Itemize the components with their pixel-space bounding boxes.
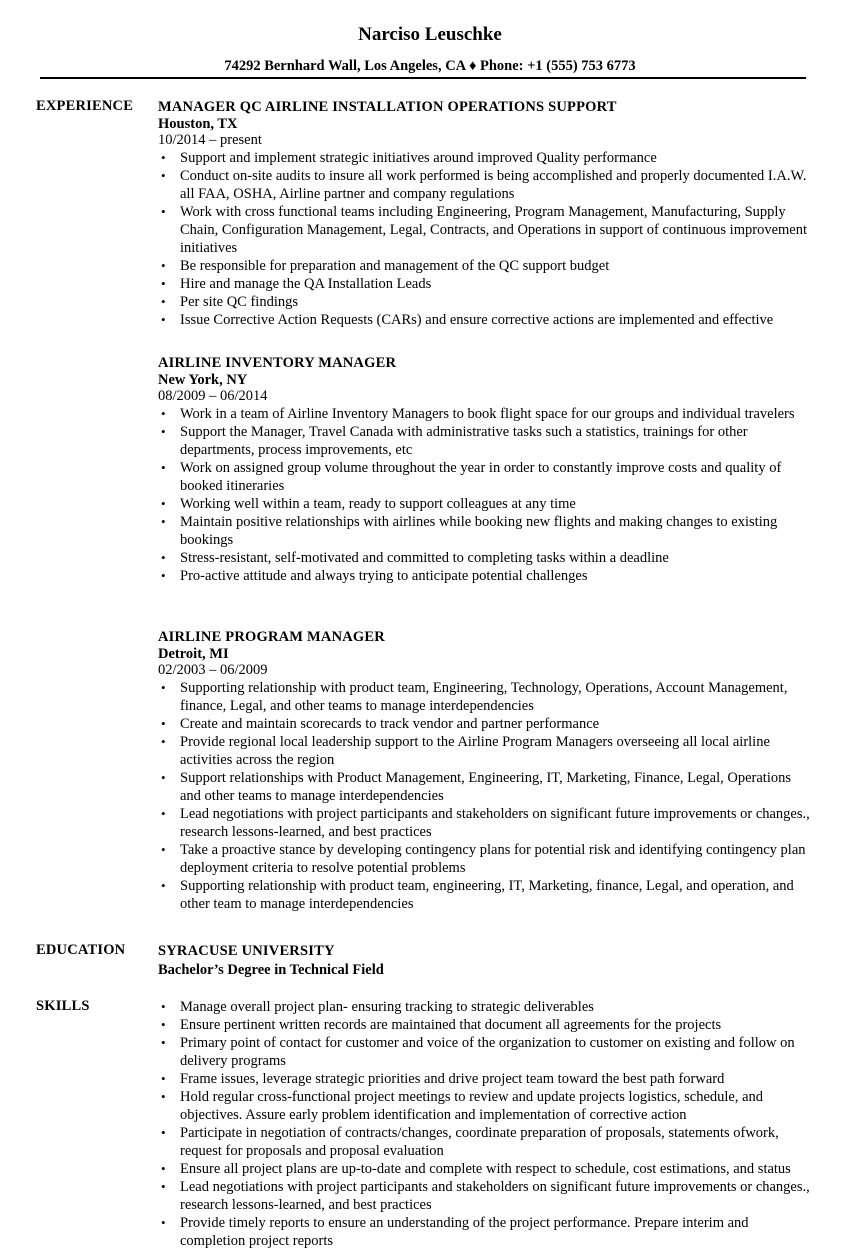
job-title: AIRLINE INVENTORY MANAGER [158, 355, 397, 371]
job-bullets [158, 405, 812, 585]
job-dates: 02/2003 – 06/2009 [158, 662, 268, 678]
job-dates: 10/2014 – present [158, 132, 262, 148]
experience-body [158, 628, 812, 933]
bullet-item: • Hire and manage the QA Installation Leads [158, 275, 812, 293]
job-title: AIRLINE PROGRAM MANAGER [158, 629, 385, 645]
skills-body [158, 998, 812, 1250]
bullet-item: • Work on assigned group volume throughout the year in order to constantly improve costs and quality of booked itineraries [158, 459, 812, 495]
bullet-item: • Working well within a team, ready to support colleagues at any time [158, 495, 812, 513]
bullet-item: • Primary point of contact for customer and voice of the organization to customer on existing and follow on delivery programs [158, 1034, 812, 1070]
bullet-item: • Supporting relationship with product team, engineering, IT, Marketing, finance, Legal, and operation, and other team to manage interdependencies [158, 877, 812, 913]
bullet-item: • Participate in negotiation of contracts/changes, coordinate preparation of proposals, statements ofwork, request for proposals and proposal evaluation [158, 1124, 812, 1160]
job-location: Houston, TX [158, 116, 238, 132]
bullet-item: • Be responsible for preparation and management of the QC support budget [158, 257, 812, 275]
section-label-experience: EXPERIENCE [36, 98, 134, 114]
bullet-item: • Support and implement strategic initiatives around improved Quality performance [158, 149, 812, 167]
degree: Bachelor’s Degree in Technical Field [158, 962, 384, 978]
bullet-item: • Supporting relationship with product team, Engineering, Technology, Operations, Account Management, finance, Legal, and other teams to manage interdependencies [158, 679, 812, 715]
section-label-education: EDUCATION [36, 942, 126, 958]
school-name: SYRACUSE UNIVERSITY [158, 943, 335, 959]
bullet-item: • Conduct on-site audits to insure all work performed is being accomplished and properly documented I.A.W. all FAA, OSHA, Airline partner and company regulations [158, 167, 812, 203]
skills-bullets [158, 998, 812, 1250]
bullet-item: • Lead negotiations with project participants and stakeholders on significant future improvements or changes., research lessons-learned, and best practices [158, 1178, 812, 1214]
job-location: Detroit, MI [158, 646, 229, 662]
job-bullets [158, 679, 812, 913]
bullet-item: • Frame issues, leverage strategic priorities and drive project team toward the best path forward [158, 1070, 812, 1088]
bullet-item: • Manage overall project plan- ensuring tracking to strategic deliverables [158, 998, 812, 1016]
bullet-item: • Support relationships with Product Management, Engineering, IT, Marketing, Finance, Legal, Operations and other teams to manage interdependencies [158, 769, 812, 805]
experience-body [158, 98, 812, 349]
bullet-item: • Hold regular cross-functional project meetings to review and update projects logistics, schedule, and objectives. Assure early problem identification and implementation of corrective action [158, 1088, 812, 1124]
bullet-item: • Work in a team of Airline Inventory Managers to book flight space for our groups and individual travelers [158, 405, 812, 423]
bullet-item: • Ensure pertinent written records are maintained that document all agreements for the projects [158, 1016, 812, 1034]
bullet-item: • Create and maintain scorecards to track vendor and partner performance [158, 715, 812, 733]
bullet-item: • Maintain positive relationships with airlines while booking new flights and making changes to existing bookings [158, 513, 812, 549]
job-entry [158, 98, 812, 329]
bullet-item: • Lead negotiations with project participants and stakeholders on significant future improvements or changes., research lessons-learned, and best practices [158, 805, 812, 841]
bullet-item: • Support the Manager, Travel Canada with administrative tasks such a statistics, trainings for other departments, process improvements, etc [158, 423, 812, 459]
job-dates: 08/2009 – 06/2014 [158, 388, 268, 404]
bullet-item: • Work with cross functional teams including Engineering, Program Management, Manufacturing, Supply Chain, Configuration Management, Legal, Contracts, and Operations in support of continuous improvement initiatives [158, 203, 812, 257]
bullet-item: • Take a proactive stance by developing contingency plans for potential risk and identifying contingency plan deployment criteria to resolve potential problems [158, 841, 812, 877]
job-title: MANAGER QC AIRLINE INSTALLATION OPERATIONS SUPPORT [158, 99, 617, 115]
bullet-item: • Ensure all project plans are up-to-date and complete with respect to schedule, cost estimations, and status [158, 1160, 812, 1178]
job-entry [158, 354, 812, 585]
job-location: New York, NY [158, 372, 248, 388]
header-divider [40, 77, 806, 79]
section-label-skills: SKILLS [36, 998, 90, 1014]
job-entry [158, 628, 812, 913]
job-bullets [158, 149, 812, 329]
candidate-name: Narciso Leuschke [358, 24, 502, 45]
bullet-item: • Per site QC findings [158, 293, 812, 311]
bullet-item: • Pro-active attitude and always trying to anticipate potential challenges [158, 567, 812, 585]
bullet-item: • Stress-resistant, self-motivated and committed to completing tasks within a deadline [158, 549, 812, 567]
education-body [158, 942, 812, 980]
bullet-item: • Provide timely reports to ensure an understanding of the project performance. Prepare interim and completion project reports [158, 1214, 812, 1250]
bullet-item: • Issue Corrective Action Requests (CARs) and ensure corrective actions are implemented and effective [158, 311, 812, 329]
contact-line: 74292 Bernhard Wall, Los Angeles, CA ♦ Phone: +1 (555) 753 6773 [224, 58, 636, 74]
experience-body [158, 354, 812, 605]
bullet-item: • Provide regional local leadership support to the Airline Program Managers overseeing all local airline activities across the region [158, 733, 812, 769]
